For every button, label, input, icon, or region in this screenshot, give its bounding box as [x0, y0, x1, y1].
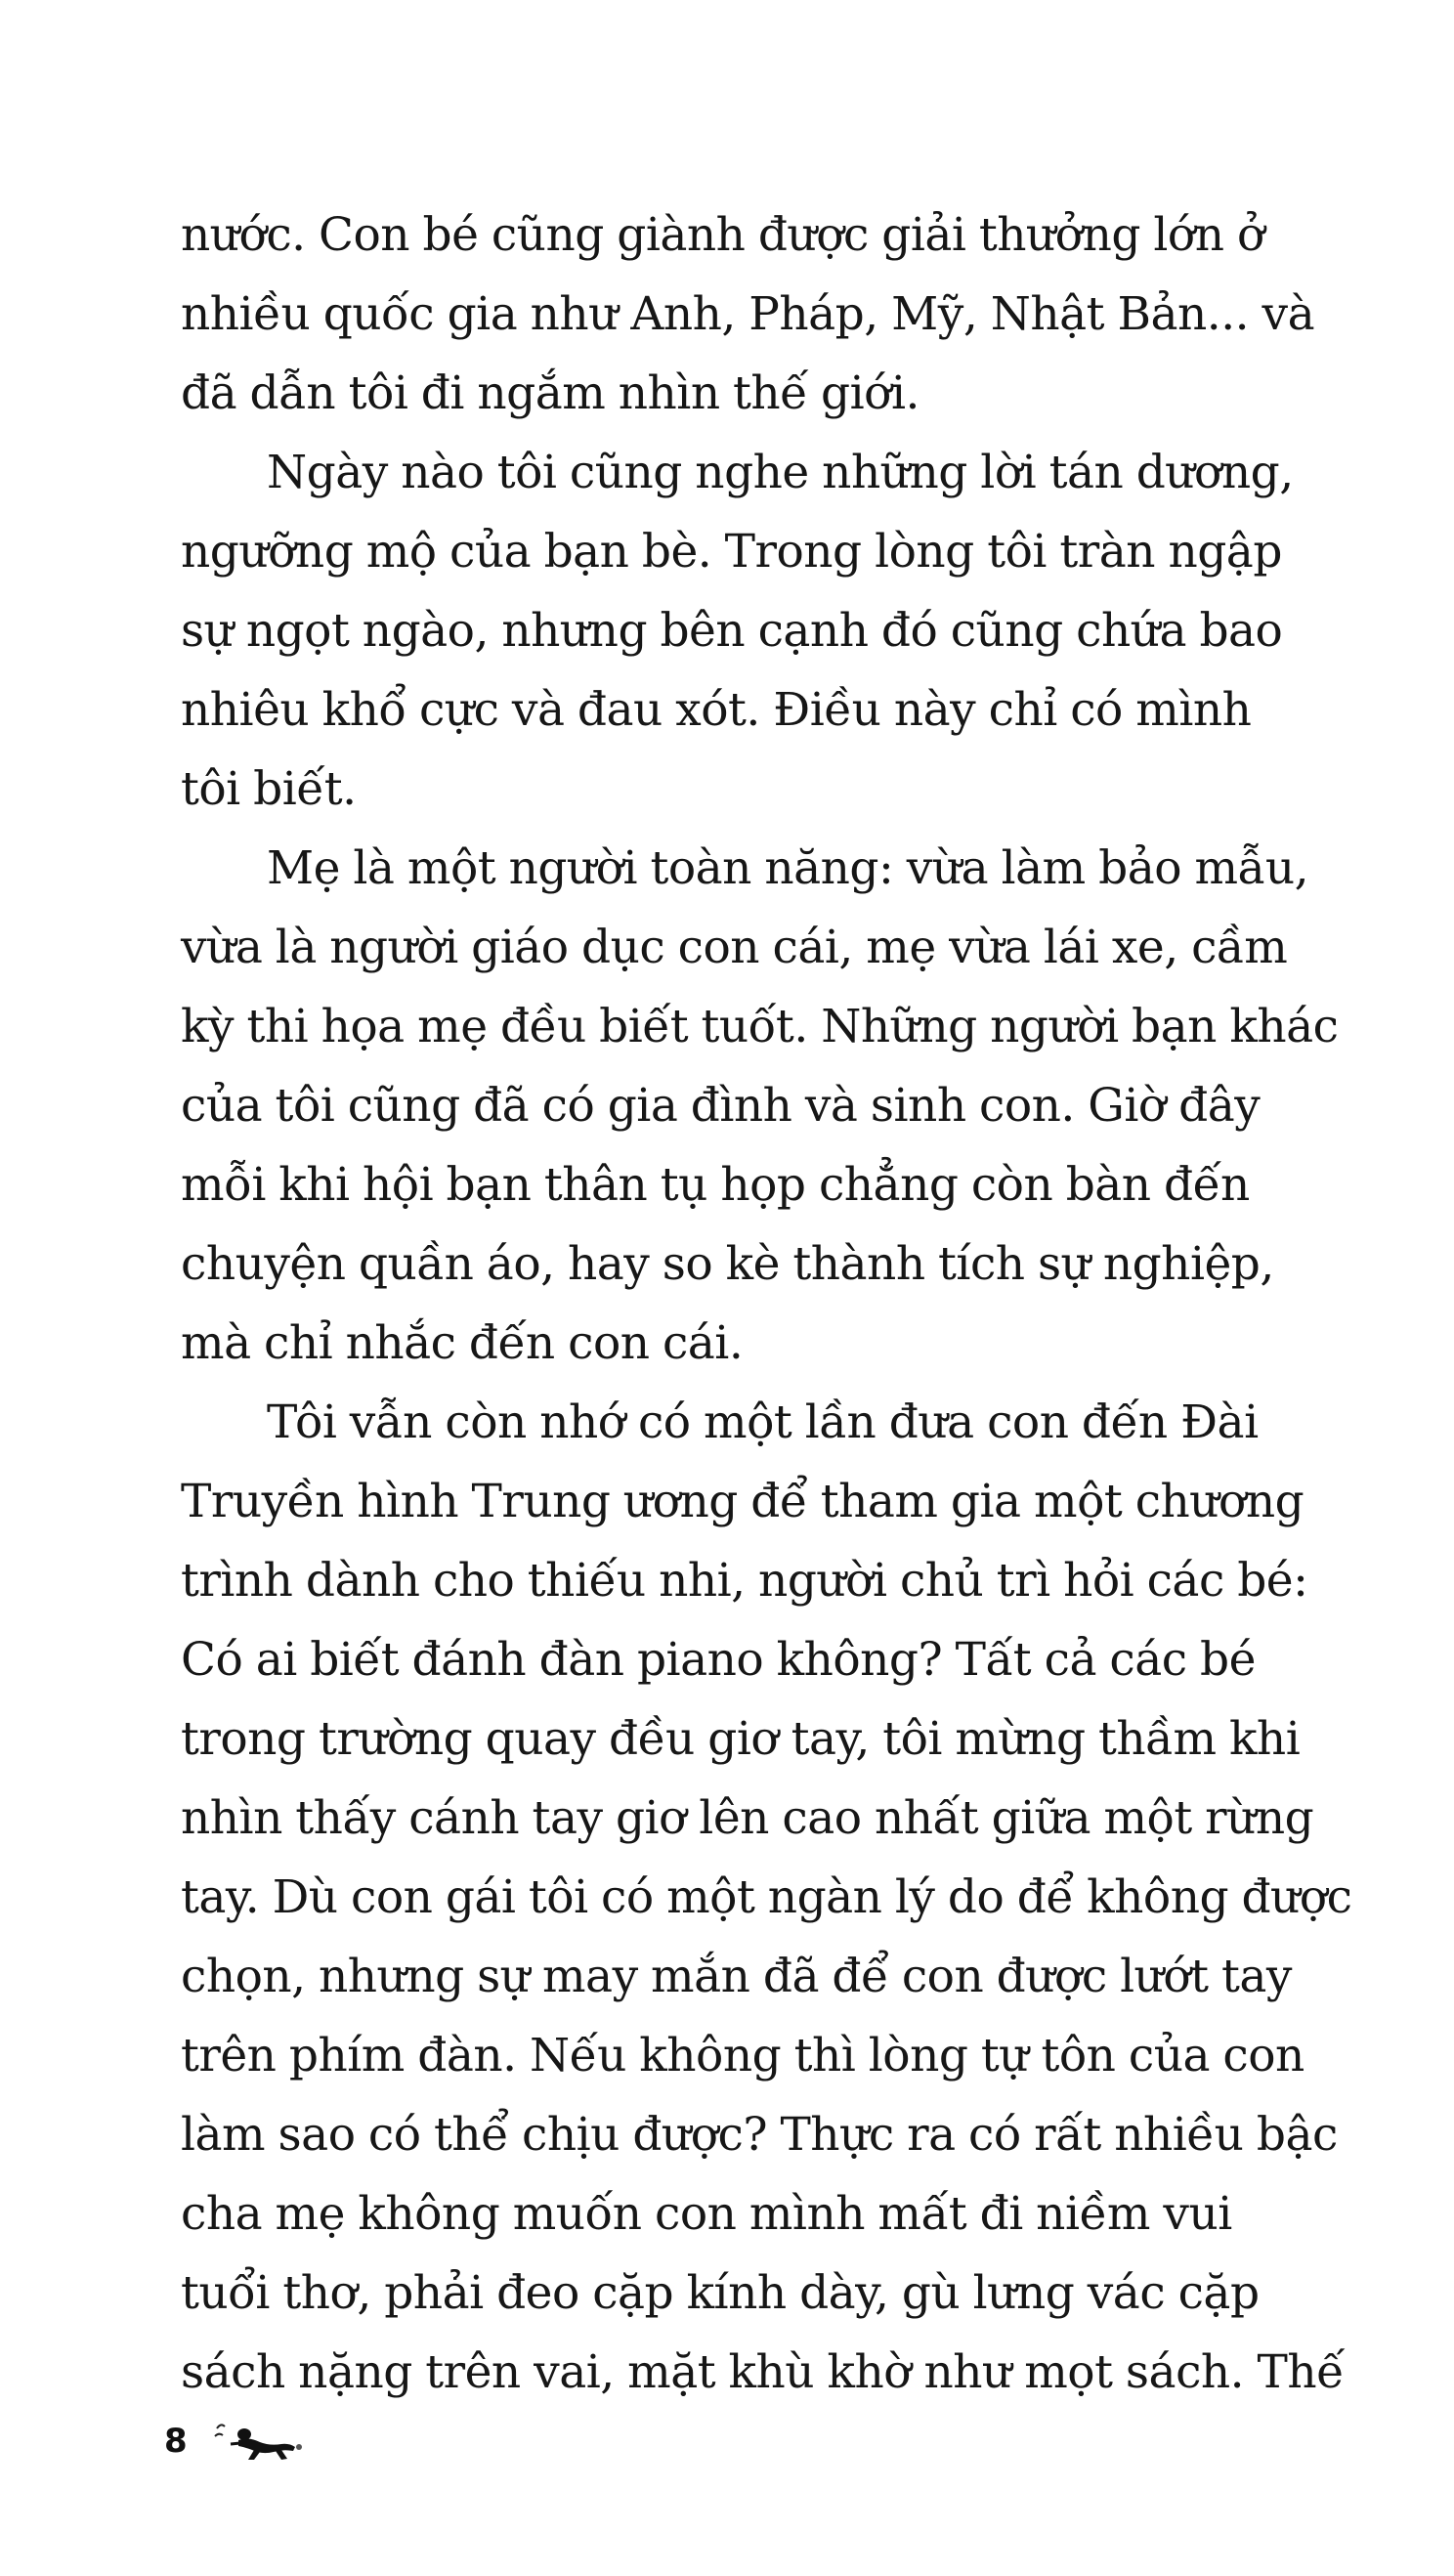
- text-line: Mẹ là một người toàn năng: vừa làm bảo mẫu,: [267, 841, 1309, 895]
- text-line: nhìn thấy cánh tay giơ lên cao nhất giữa một rừng: [181, 1791, 1314, 1845]
- text-line: cha mẹ không muốn con mình mất đi niềm vui: [181, 2187, 1232, 2241]
- page-footer: [164, 2412, 309, 2470]
- running-figure-icon: [211, 2417, 309, 2466]
- page-number: 8: [164, 2422, 188, 2461]
- text-line: vừa là người giáo dục con cái, mẹ vừa lái xe, cầm: [181, 921, 1288, 974]
- text-line: mà chỉ nhắc đến con cái.: [181, 1316, 744, 1370]
- text-line: Ngày nào tôi cũng nghe những lời tán dương,: [267, 446, 1294, 499]
- text-line: chuyện quần áo, hay so kè thành tích sự nghiệp,: [181, 1237, 1274, 1291]
- text-line: trong trường quay đều giơ tay, tôi mừng thầm khi: [181, 1712, 1301, 1766]
- text-line: nhiều quốc gia như Anh, Pháp, Mỹ, Nhật Bản... và: [181, 287, 1315, 341]
- text-line: nước. Con bé cũng giành được giải thưởng lớn ở: [181, 208, 1264, 262]
- paragraph: [181, 1383, 1363, 2412]
- paragraph: [181, 829, 1363, 1383]
- text-line: sự ngọt ngào, nhưng bên cạnh đó cũng chứa bao: [181, 604, 1283, 658]
- text-line: đã dẫn tôi đi ngắm nhìn thế giới.: [181, 366, 919, 420]
- text-line: ngưỡng mộ của bạn bè. Trong lòng tôi tràn ngập: [181, 525, 1282, 579]
- text-line: kỳ thi họa mẹ đều biết tuốt. Những người bạn khác: [181, 1000, 1339, 1053]
- paragraph: [181, 195, 1363, 433]
- text-line: Có ai biết đánh đàn piano không? Tất cả các bé: [181, 1633, 1256, 1687]
- text-line: Tôi vẫn còn nhớ có một lần đưa con đến Đài: [267, 1395, 1259, 1449]
- text-line: chọn, nhưng sự may mắn đã để con được lướt tay: [181, 1950, 1292, 2003]
- text-line: trình dành cho thiếu nhi, người chủ trì hỏi các bé:: [181, 1554, 1308, 1608]
- text-line: sách nặng trên vai, mặt khù khờ như mọt sách. Thế: [181, 2345, 1345, 2399]
- text-line: tôi biết.: [181, 762, 357, 816]
- text-line: làm sao có thể chịu được? Thực ra có rất nhiều bậc: [181, 2108, 1338, 2162]
- text-line: của tôi cũng đã có gia đình và sinh con. Giờ đây: [181, 1079, 1261, 1133]
- text-line: trên phím đàn. Nếu không thì lòng tự tôn của con: [181, 2029, 1304, 2082]
- text-line: tuổi thơ, phải đeo cặp kính dày, gù lưng vác cặp: [181, 2266, 1260, 2320]
- body-text: [181, 195, 1363, 2412]
- text-line: Truyền hình Trung ương để tham gia một chương: [181, 1475, 1304, 1528]
- text-line: mỗi khi hội bạn thân tụ họp chẳng còn bàn đến: [181, 1158, 1250, 1212]
- paragraph: [181, 433, 1363, 829]
- text-line: nhiêu khổ cực và đau xót. Điều này chỉ có mình: [181, 683, 1252, 737]
- text-line: tay. Dù con gái tôi có một ngàn lý do để không được: [181, 1870, 1352, 1924]
